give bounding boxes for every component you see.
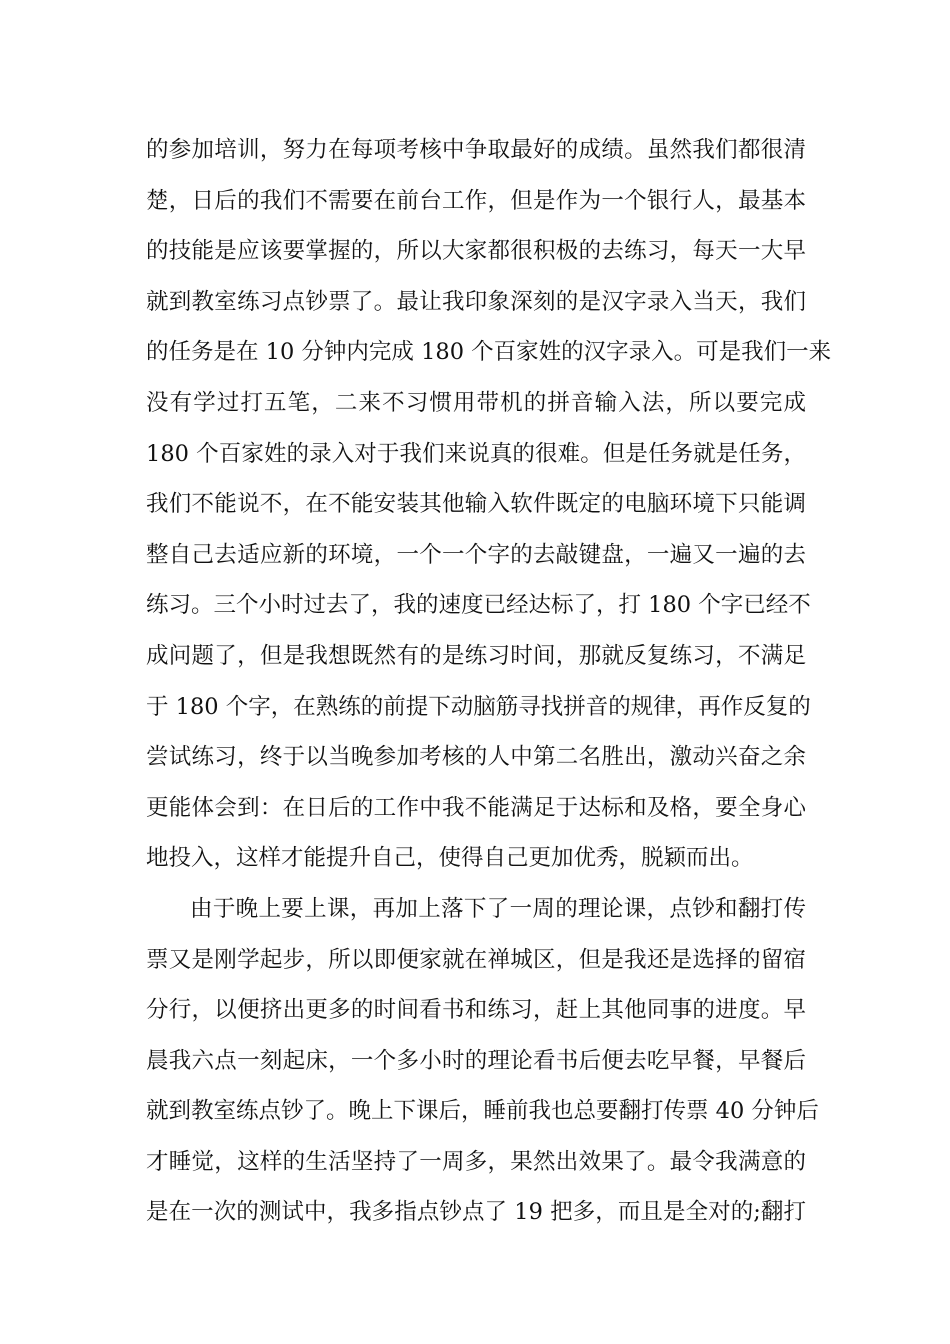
text-line: 就到教室练点钞了。晚上下课后，睡前我也总要翻打传票 40 分钟后 <box>146 1098 819 1125</box>
text-line: 票又是刚学起步，所以即便家就在禅城区，但是我还是选择的留宿 <box>146 946 806 973</box>
text-line: 180 个百家姓的录入对于我们来说真的很难。但是任务就是任务， <box>146 440 806 467</box>
text-line: 晨我六点一刻起床，一个多小时的理论看书后便去吃早餐，早餐后 <box>146 1047 806 1074</box>
text-line: 练习。三个小时过去了，我的速度已经达标了，打 180 个字已经不 <box>146 592 811 619</box>
text-line: 分行，以便挤出更多的时间看书和练习，赶上其他同事的进度。早 <box>146 997 806 1024</box>
text-line: 楚，日后的我们不需要在前台工作，但是作为一个银行人，最基本 <box>146 187 806 214</box>
text-line: 是在一次的测试中，我多指点钞点了 19 把多，而且是全对的;翻打 <box>146 1199 806 1226</box>
text-line: 于 180 个字，在熟练的前提下动脑筋寻找拼音的规律，再作反复的 <box>146 693 811 720</box>
text-line: 没有学过打五笔，二来不习惯用带机的拼音输入法，所以要完成 <box>146 389 806 416</box>
text-line: 我们不能说不，在不能安装其他输入软件既定的电脑环境下只能调 <box>146 491 806 518</box>
text-line: 的技能是应该要掌握的，所以大家都很积极的去练习，每天一大早 <box>146 238 806 265</box>
text-line: 整自己去适应新的环境，一个一个字的去敲键盘，一遍又一遍的去 <box>146 541 806 568</box>
text-line: 就到教室练习点钞票了。最让我印象深刻的是汉字录入当天，我们 <box>146 288 806 315</box>
text-line: 尝试练习，终于以当晚参加考核的人中第二名胜出，激动兴奋之余 <box>146 744 806 771</box>
text-line: 更能体会到：在日后的工作中我不能满足于达标和及格，要全身心 <box>146 794 806 821</box>
text-line: 的任务是在 10 分钟内完成 180 个百家姓的汉字录入。可是我们一来 <box>146 339 832 366</box>
text-line: 的参加培训，努力在每项考核中争取最好的成绩。虽然我们都很清 <box>146 137 806 163</box>
document-body <box>146 125 832 1238</box>
text-line: 才睡觉，这样的生活坚持了一周多，果然出效果了。最令我满意的 <box>146 1148 806 1175</box>
paragraph-first-line: 由于晚上要上课，再加上落下了一周的理论课，点钞和翻打传 <box>190 895 806 922</box>
text-line: 成问题了，但是我想既然有的是练习时间，那就反复练习，不满足 <box>146 642 806 669</box>
paragraph-last-line: 地投入，这样才能提升自己，使得自己更加优秀，脱颖而出。 <box>146 845 754 872</box>
